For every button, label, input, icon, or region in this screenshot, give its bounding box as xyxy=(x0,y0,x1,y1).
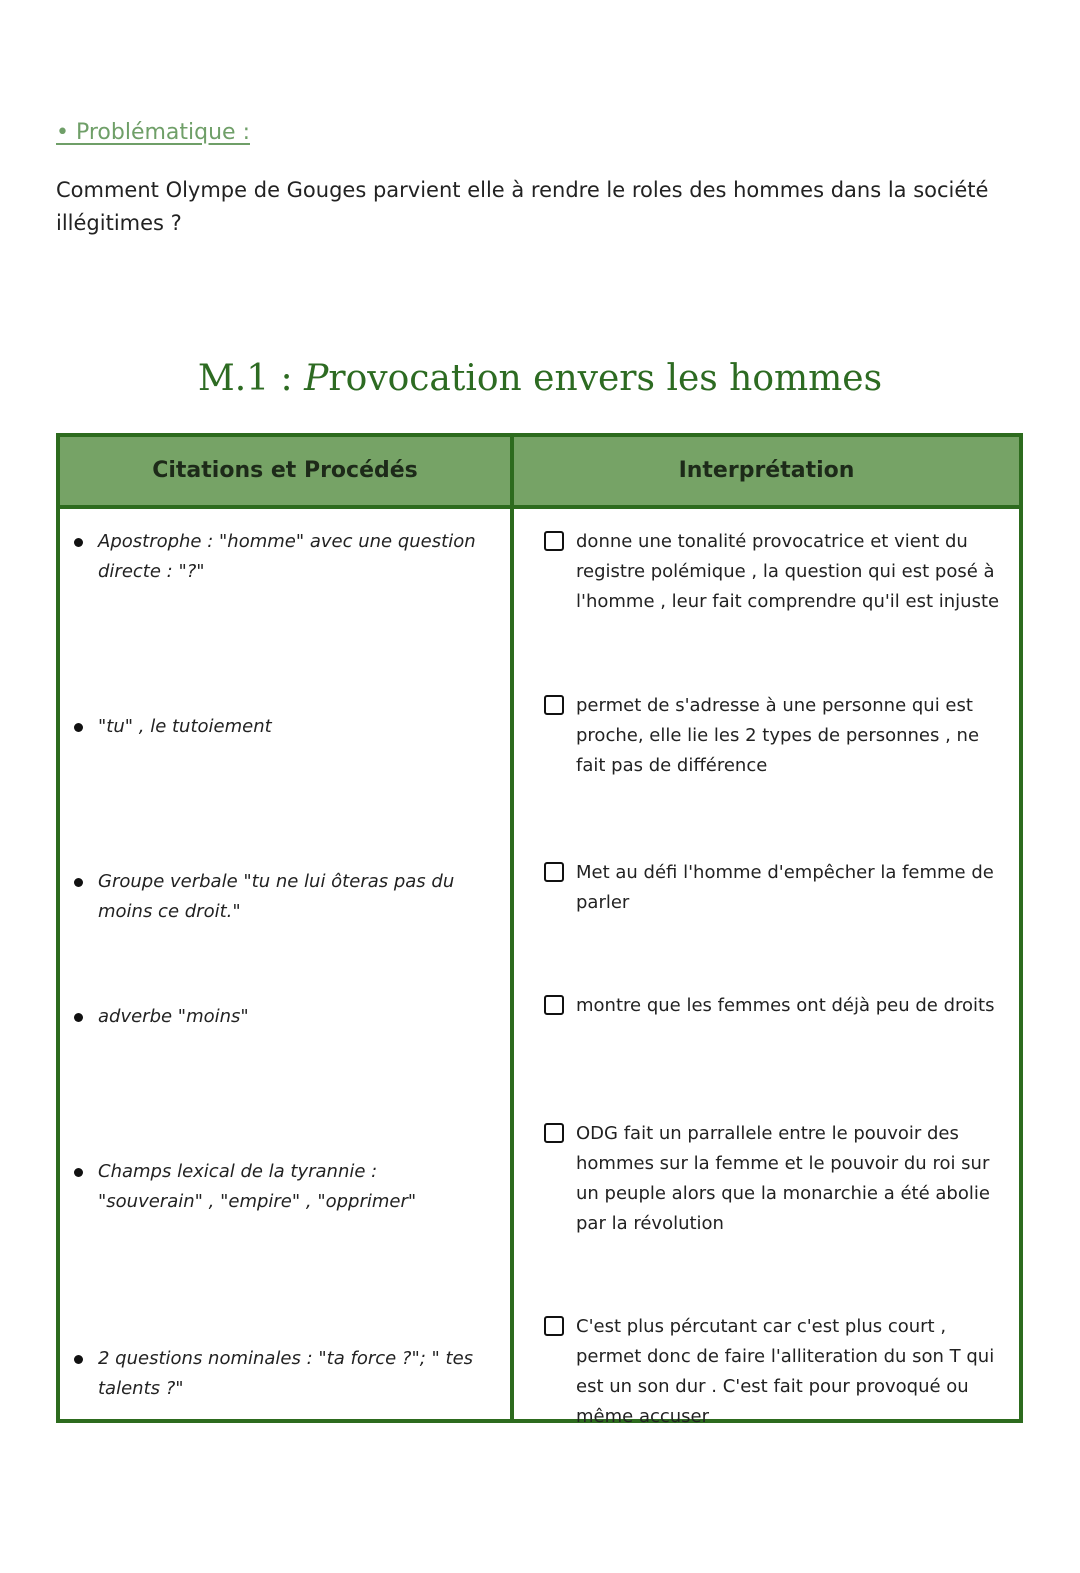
interpretation-text: ODG fait un parrallele entre le pouvoir des hommes sur la femme et le pouvoir du roi sur un peuple alors que la monarchie a été abolie par la révolution xyxy=(576,1123,990,1234)
citation-text: Champs lexical de la tyrannie : "souverain" , "empire" , "opprimer" xyxy=(98,1161,417,1212)
section-prefix: M.1 : xyxy=(197,358,305,399)
citation-6 xyxy=(98,1344,478,1404)
citation-5 xyxy=(98,1157,478,1217)
interpretation-4 xyxy=(576,991,1006,1021)
bullet-icon xyxy=(74,1355,83,1364)
citation-text: adverbe "moins" xyxy=(98,1006,249,1027)
citation-text: "tu" , le tutoiement xyxy=(98,716,272,737)
citation-text: Apostrophe : "homme" avec une question directe : "?" xyxy=(98,531,476,582)
bullet-icon xyxy=(74,1168,83,1177)
section-title xyxy=(0,358,1080,399)
bullet-icon xyxy=(74,723,83,732)
section-title-rest: rovocation envers les hommes xyxy=(328,358,883,399)
section-title-initial: P xyxy=(304,358,329,399)
citation-4 xyxy=(98,1002,478,1032)
header-interpretation: Interprétation xyxy=(678,458,855,483)
checkbox-icon[interactable] xyxy=(544,695,564,715)
interpretation-5 xyxy=(576,1119,1006,1239)
checkbox-icon[interactable] xyxy=(544,862,564,882)
checkbox-icon[interactable] xyxy=(544,1123,564,1143)
bullet-icon xyxy=(74,538,83,547)
interpretation-3 xyxy=(576,858,1006,918)
citation-text: 2 questions nominales : "ta force ?"; " tes talents ?" xyxy=(98,1348,474,1399)
interpretation-text: montre que les femmes ont déjà peu de droits xyxy=(576,995,995,1016)
interpretation-1 xyxy=(576,527,1006,617)
bullet-icon xyxy=(74,878,83,887)
interpretation-text: permet de s'adresse à une personne qui est proche, elle lie les 2 types de personnes , ne fait pas de différence xyxy=(576,695,980,776)
interpretation-text: donne une tonalité provocatrice et vient du registre polémique , la question qui est posé à l'homme , leur fait comprendre qu'il est injuste xyxy=(576,531,1000,612)
interpretation-text: C'est plus pércutant car c'est plus court , permet donc de faire l'alliteration du son T qui est un son dur . C'est fait pour provoqué ou même accuser xyxy=(576,1316,995,1427)
bullet-icon xyxy=(74,1013,83,1022)
citation-text: Groupe verbale "tu ne lui ôteras pas du moins ce droit." xyxy=(98,871,455,922)
table-header xyxy=(60,437,1019,509)
citation-2 xyxy=(98,712,478,742)
checkbox-icon[interactable] xyxy=(544,995,564,1015)
citation-3 xyxy=(98,867,478,927)
interpretation-text: Met au défi l'homme d'empêcher la femme de parler xyxy=(576,862,994,913)
header-citations: Citations et Procédés xyxy=(152,458,418,483)
checkbox-icon[interactable] xyxy=(544,531,564,551)
interpretation-2 xyxy=(576,691,1006,781)
interpretation-6 xyxy=(576,1312,1006,1432)
checkbox-icon[interactable] xyxy=(544,1316,564,1336)
column-divider xyxy=(510,437,514,1419)
problematique-label: • Problématique : xyxy=(56,120,250,145)
analysis-table xyxy=(56,433,1023,1427)
citation-1 xyxy=(98,527,478,587)
problematique-question: Comment Olympe de Gouges parvient elle à rendre le roles des hommes dans la société illégitimes ? xyxy=(56,178,989,235)
